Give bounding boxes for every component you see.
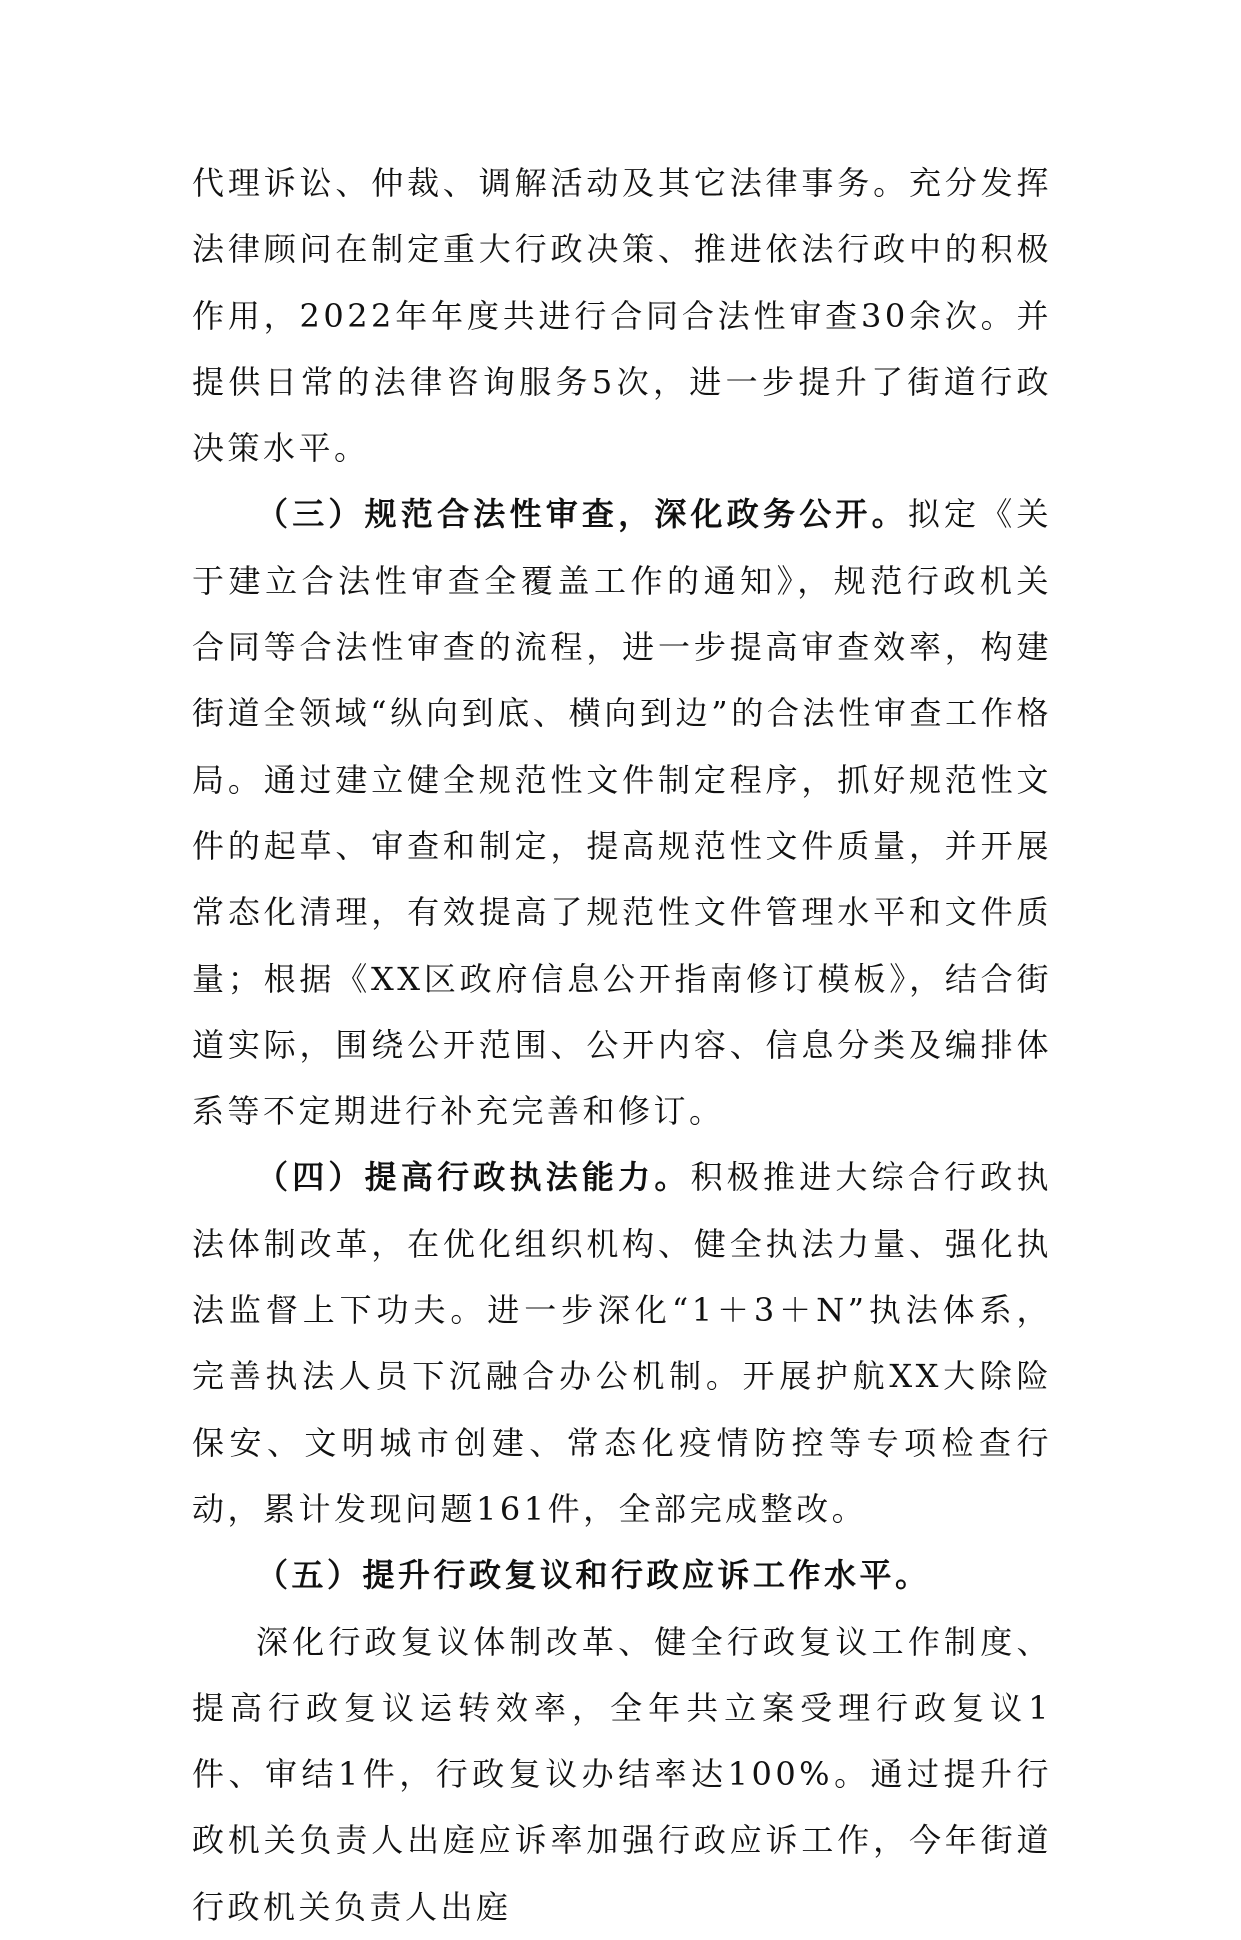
section-legality-review: [192, 481, 1052, 1144]
section-heading-administrative-review: （五）提升行政复议和行政应诉工作水平。: [256, 1556, 931, 1595]
section-body-legality-review: 拟定《关于建立合法性审查全覆盖工作的通知》，规范行政机关合同等合法性审查的流程，进一步提高审查效率，构建街道全领域“纵向到底、横向到边”的合法性审查工作格局。通过建立健全规范性文件制定程序，抓好规范性文件的起草、审查和制定，提高规范性文件质量，并开展常态化清理，有效提高了规范性文件管理水平和文件质量；根据《XX区政府信息公开指南修订模板》，结合街道实际，围绕公开范围、公开内容、信息分类及编排体系等不定期进行补充完善和修订。: [192, 495, 1052, 1131]
section-law-enforcement: [192, 1144, 1052, 1542]
document-body: [192, 150, 1052, 1940]
section-heading-legality-review: （三）规范合法性审查，深化政务公开。: [256, 495, 908, 534]
paragraph-administrative-review-body: 深化行政复议体制改革、健全行政复议工作制度、提高行政复议运转效率，全年共立案受理行政复议1件、审结1件，行政复议办结率达100%。通过提升行政机关负责人出庭应诉率加强行政应诉工作，今年街道行政机关负责人出庭: [192, 1622, 1052, 1926]
section-heading-law-enforcement: （四）提高行政执法能力。: [256, 1158, 691, 1197]
section-administrative-review: [192, 1542, 1052, 1608]
paragraph-legal-advisor: 代理诉讼、仲裁、调解活动及其它法律事务。充分发挥法律顾问在制定重大行政决策、推进依法行政中的积极作用，2022年年度共进行合同合法性审查30余次。并提供日常的法律咨询服务5次，进一步提升了街道行政决策水平。: [192, 164, 1052, 468]
section-body-law-enforcement: 积极推进大综合行政执法体制改革，在优化组织机构、健全执法力量、强化执法监督上下功夫。进一步深化“1＋3＋N”执法体系，完善执法人员下沉融合办公机制。开展护航XX大除险保安、文明城市创建、常态化疫情防控等专项检查行动，累计发现问题161件，全部完成整改。: [192, 1158, 1052, 1528]
